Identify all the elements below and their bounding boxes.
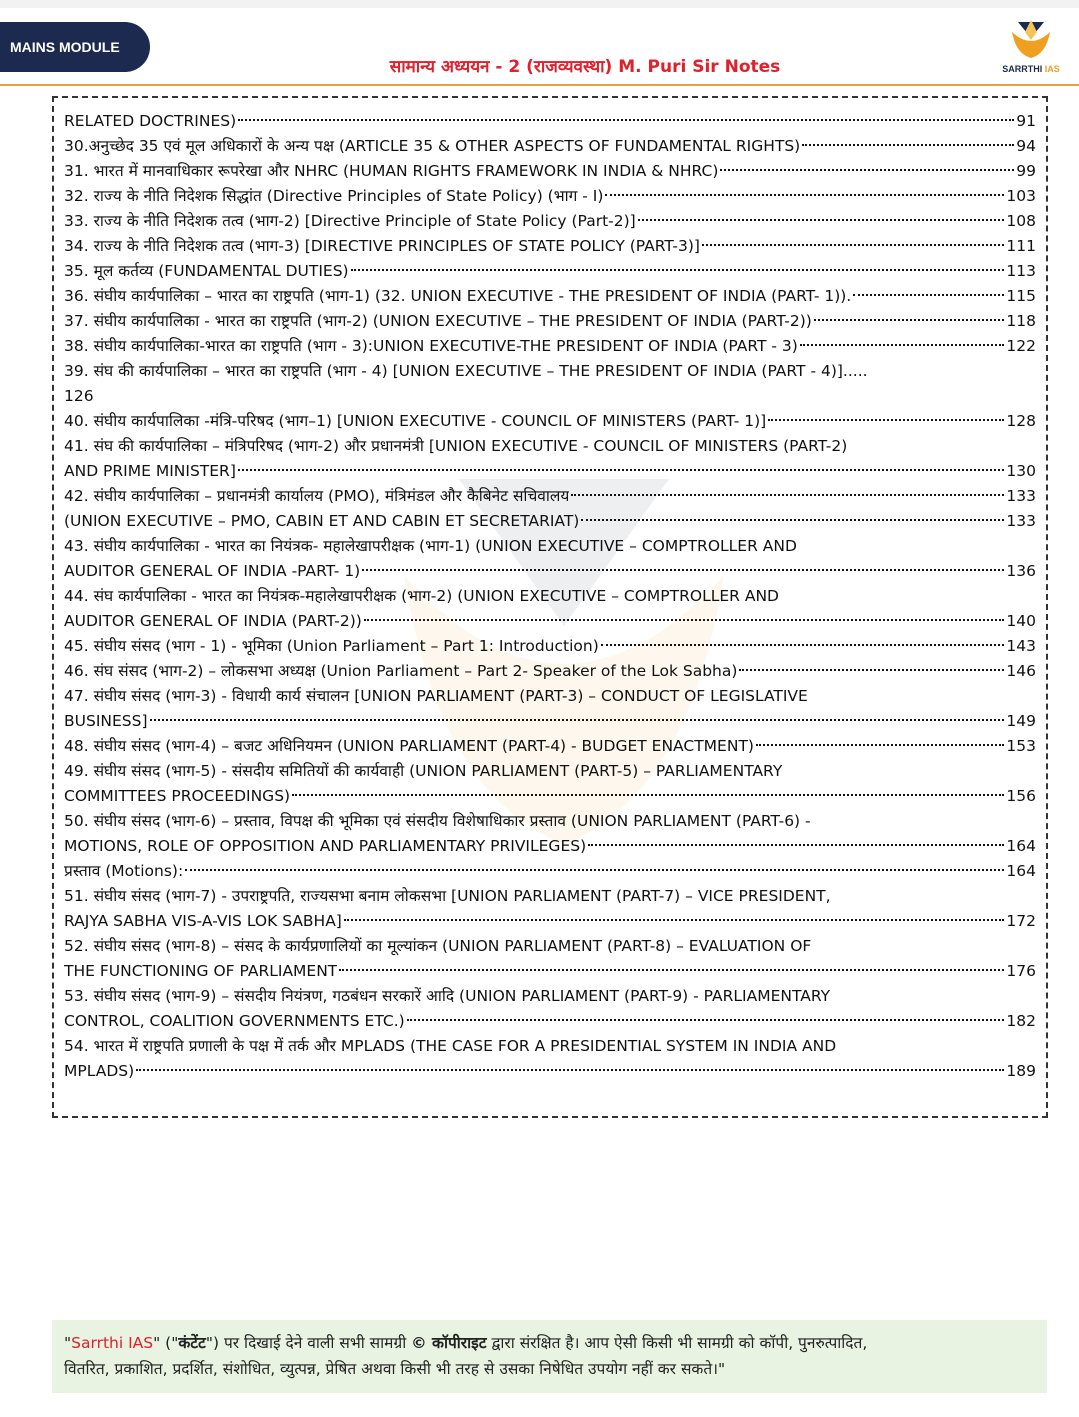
toc-entry[interactable] [64,884,1036,934]
toc-entry-row [64,309,1036,334]
toc-page-number: 133 [1006,512,1036,530]
toc-entry-row [64,834,1036,859]
toc-page-number: 164 [1006,862,1036,880]
dot-leader [768,419,1004,421]
toc-entry-title: 35. मूल कर्तव्य (FUNDAMENTAL DUTIES) [64,262,349,280]
table-of-contents [52,96,1048,1118]
toc-entry[interactable] [64,984,1036,1034]
toc-page-number: 113 [1006,262,1036,280]
header-divider [0,84,1079,86]
dot-leader [605,194,1004,196]
dot-leader [581,519,1004,521]
toc-page-number: 156 [1006,787,1036,805]
toc-entry-line: 39. संघ की कार्यपालिका – भारत का राष्ट्रपति (भाग - 4) [UNION EXECUTIVE – THE PRESIDENT OF INDIA (PART - 4)]..... [64,362,868,380]
toc-list [64,109,1036,1084]
dot-leader [802,144,1014,146]
dot-leader [364,619,1005,621]
dot-leader [351,269,1005,271]
toc-entry-row [64,1059,1036,1084]
toc-entry[interactable] [64,184,1036,209]
toc-page-number: 189 [1006,1062,1036,1080]
toc-page-number: 115 [1006,287,1036,305]
toc-entry[interactable] [64,634,1036,659]
toc-entry-line: 52. संघीय संसद (भाग-8) – संसद के कार्यप्रणालियों का मूल्यांकन (UNION PARLIAMENT (PART-8) – EVALUATION OF [64,937,812,955]
toc-entry-title: 42. संघीय कार्यपालिका – प्रधानमंत्री कार्यालय (PMO), मंत्रिमंडल और कैबिनेट सचिवालय [64,487,570,505]
toc-entry[interactable] [64,309,1036,334]
toc-entry[interactable] [64,759,1036,809]
dot-leader [756,744,1004,746]
toc-entry-row [64,109,1036,134]
toc-page-number: 133 [1006,487,1036,505]
toc-entry-title: AUDITOR GENERAL OF INDIA -PART- 1) [64,562,361,580]
toc-entry-title: 34. राज्य के नीति निदेशक तत्व (भाग-3) [DIRECTIVE PRINCIPLES OF STATE POLICY (PART-3)] [64,237,700,255]
toc-entry-row [64,409,1036,434]
toc-entry-title: AUDITOR GENERAL OF INDIA (PART-2)) [64,612,362,630]
toc-entry[interactable] [64,584,1036,634]
toc-entry-title: AND PRIME MINISTER] [64,462,236,480]
toc-entry-title: COMMITTEES PROCEEDINGS) [64,787,291,805]
toc-page-number: 103 [1006,187,1036,205]
dot-leader [150,719,1005,721]
toc-entry-row [64,184,1036,209]
toc-entry-title: 31. भारत में मानवाधिकार रूपरेखा और NHRC (HUMAN RIGHTS FRAMEWORK IN INDIA & NHRC) [64,162,719,180]
toc-entry-row [64,909,1036,934]
toc-entry[interactable] [64,359,1036,409]
toc-entry[interactable] [64,859,1036,884]
toc-entry[interactable] [64,809,1036,859]
toc-page-number: 128 [1006,412,1036,430]
toc-entry[interactable] [64,484,1036,509]
toc-entry-row [64,959,1036,984]
toc-entry-line: 43. संघीय कार्यपालिका - भारत का नियंत्रक- महालेखापरीक्षक (भाग-1) (UNION EXECUTIVE – COMPTROLLER AND [64,537,797,555]
toc-page-number: 182 [1006,1012,1036,1030]
toc-entry-title: 33. राज्य के नीति निदेशक तत्व (भाग-2) [Directive Principle of State Policy (Part-2)] [64,212,636,230]
toc-entry-row [64,609,1036,634]
toc-entry-row [64,334,1036,359]
toc-page-number: 94 [1016,137,1036,155]
toc-entry-row [64,734,1036,759]
module-label: MAINS MODULE [0,22,150,72]
toc-entry-title: 32. राज्य के नीति निदेशक सिद्धांत (Directive Principles of State Policy) (भाग - I) [64,187,604,205]
toc-entry-row [64,234,1036,259]
dot-leader [238,119,1014,121]
toc-entry-title: (UNION EXECUTIVE – PMO, CABIN ET AND CABIN ET SECRETARIAT) [64,512,580,530]
dot-leader [853,294,1004,296]
toc-entry-title: 30.अनुच्छेद 35 एवं मूल अधिकारों के अन्य पक्ष (ARTICLE 35 & OTHER ASPECTS OF FUNDAMENTAL RIGHTS) [64,137,801,155]
toc-entry[interactable] [64,734,1036,759]
toc-page-number: 99 [1016,162,1036,180]
toc-page-number: 91 [1016,112,1036,130]
toc-entry[interactable] [64,134,1036,159]
toc-entry-title: 40. संघीय कार्यपालिका -मंत्रि-परिषद (भाग–1) [UNION EXECUTIVE - COUNCIL OF MINISTERS (PART- 1)] [64,412,767,430]
dot-leader [814,319,1005,321]
logo-text: SARRTHI IAS [1002,64,1060,74]
toc-page-number: 136 [1006,562,1036,580]
toc-entry-title: RAJYA SABHA VIS-A-VIS LOK SABHA] [64,912,342,930]
toc-entry-line: 44. संघ कार्यपालिका - भारत का नियंत्रक-महालेखापरीक्षक (भाग-2) (UNION EXECUTIVE – COMPTROLLER AND [64,587,779,605]
toc-entry-row [64,259,1036,284]
toc-entry[interactable] [64,334,1036,359]
toc-entry-line: 47. संघीय संसद (भाग-3) - विधायी कार्य संचालन [UNION PARLIAMENT (PART-3) – CONDUCT OF LEGISLATIVE [64,687,808,705]
brand-logo [998,16,1064,80]
toc-page-number: 146 [1006,662,1036,680]
toc-page-number: 122 [1006,337,1036,355]
dot-leader [292,794,1004,796]
dot-leader [588,844,1004,846]
toc-page-number: 130 [1006,462,1036,480]
toc-entry-title: 48. संघीय संसद (भाग-4) – बजट अधिनियमन (UNION PARLIAMENT (PART-4) - BUDGET ENACTMENT) [64,737,754,755]
toc-entry-title: CONTROL, COALITION GOVERNMENTS ETC.) [64,1012,405,1030]
toc-entry-row [64,709,1036,734]
dot-leader [339,969,1004,971]
toc-entry-title: 37. संघीय कार्यपालिका - भारत का राष्ट्रपति (भाग-2) (UNION EXECUTIVE – THE PRESIDENT OF INDIA (PART-2)) [64,312,812,330]
toc-entry[interactable] [64,109,1036,134]
toc-entry-line: 50. संघीय संसद (भाग-6) – प्रस्ताव, विपक्ष की भूमिका एवं संसदीय विशेषाधिकार प्रस्ताव (UNION PARLIAMENT (PART-6) - [64,812,811,830]
toc-entry-title: 45. संघीय संसद (भाग - 1) - भूमिका (Union Parliament – Part 1: Introduction) [64,637,599,655]
toc-entry[interactable] [64,534,1036,584]
toc-entry-title: MPLADS) [64,1062,135,1080]
dot-leader [344,919,1005,921]
toc-entry-title: 38. संघीय कार्यपालिका-भारत का राष्ट्रपति (भाग - 3):UNION EXECUTIVE-THE PRESIDENT OF INDIA (PART - 3) [64,337,798,355]
toc-entry-row [64,159,1036,184]
toc-entry-title: MOTIONS, ROLE OF OPPOSITION AND PARLIAMENTARY PRIVILEGES) [64,837,587,855]
toc-page-number: 172 [1006,912,1036,930]
dot-leader [800,344,1005,346]
toc-entry-line: 49. संघीय संसद (भाग-5) - संसदीय समितियों की कार्यवाही (UNION PARLIAMENT (PART-5) – PARLIAMENTARY [64,762,783,780]
toc-entry[interactable] [64,1034,1036,1084]
toc-entry-row [64,384,1036,409]
toc-page-number: 143 [1006,637,1036,655]
copyright-line-2: वितरित, प्रकाशित, प्रदर्शित, संशोधित, व्युत्पन्न, प्रेषित अथवा किसी भी तरह से उसका निषेधित उपयोग नहीं कर सकते।" [64,1360,726,1378]
toc-page-number: 111 [1006,237,1036,255]
toc-entry-title: THE FUNCTIONING OF PARLIAMENT [64,962,338,980]
toc-entry-line: 41. संघ की कार्यपालिका – मंत्रिपरिषद (भाग-2) और प्रधानमंत्री [UNION EXECUTIVE - COUNCIL OF MINISTERS (PART-2) [64,437,848,455]
dot-leader [238,469,1005,471]
dot-leader [407,1019,1005,1021]
dot-leader [136,1069,1004,1071]
toc-entry-row [64,634,1036,659]
dot-leader [185,869,1004,871]
top-stripe [0,0,1079,8]
dot-leader [739,669,1004,671]
toc-entry-title: 126 [64,387,94,405]
toc-page-number: 108 [1006,212,1036,230]
toc-entry-title: RELATED DOCTRINES) [64,112,237,130]
toc-entry-title: प्रस्ताव (Motions): [64,862,184,880]
dot-leader [571,494,1004,496]
copyright-line-1: "Sarrthi IAS" ("कंटेंट") पर दिखाई देने वाली सभी सामग्री © कॉपीराइट द्वारा संरक्षित है। आप ऐसी किसी भी सामग्री को कॉपी, पुनरुत्पादित, [64,1334,868,1352]
toc-entry-row [64,784,1036,809]
toc-entry-row [64,1009,1036,1034]
toc-entry-row [64,509,1036,534]
toc-entry-row [64,459,1036,484]
toc-entry[interactable] [64,509,1036,534]
toc-entry[interactable] [64,259,1036,284]
toc-entry-row [64,284,1036,309]
toc-entry[interactable] [64,159,1036,184]
toc-entry-title: BUSINESS] [64,712,148,730]
toc-entry[interactable] [64,209,1036,234]
toc-entry-row [64,859,1036,884]
toc-entry[interactable] [64,434,1036,484]
toc-entry-row [64,659,1036,684]
dot-leader [638,219,1005,221]
toc-entry-row [64,559,1036,584]
toc-page-number: 164 [1006,837,1036,855]
toc-entry[interactable] [64,234,1036,259]
toc-entry-row [64,209,1036,234]
toc-entry-row [64,134,1036,159]
toc-entry[interactable] [64,659,1036,684]
page-title: सामान्य अध्ययन - 2 (राजव्यवस्था) M. Puri Sir Notes [389,57,781,77]
toc-entry-row [64,484,1036,509]
toc-entry[interactable] [64,284,1036,309]
copyright-notice [52,1320,1047,1393]
dot-leader [702,244,1004,246]
dot-leader [601,644,1005,646]
toc-entry-title: 36. संघीय कार्यपालिका – भारत का राष्ट्रपति (भाग-1) (32. UNION EXECUTIVE - THE PRESIDENT OF INDIA (PART- 1)). [64,287,852,305]
toc-page-number: 118 [1006,312,1036,330]
toc-entry-line: 51. संघीय संसद (भाग-7) - उपराष्ट्रपति, राज्यसभा बनाम लोकसभा [UNION PARLIAMENT (PART-7) – VICE PRESIDENT, [64,887,831,905]
toc-page-number: 176 [1006,962,1036,980]
toc-entry-line: 53. संघीय संसद (भाग-9) – संसदीय नियंत्रण, गठबंधन सरकारें आदि (UNION PARLIAMENT (PART-9) - PARLIAMENTARY [64,987,831,1005]
toc-entry[interactable] [64,409,1036,434]
dot-leader [720,169,1014,171]
toc-page-number: 140 [1006,612,1036,630]
toc-entry-line: 54. भारत में राष्ट्रपति प्रणाली के पक्ष में तर्क और MPLADS (THE CASE FOR A PRESIDENTIAL SYSTEM IN INDIA AND [64,1037,837,1055]
logo-emblem-icon [998,16,1064,64]
toc-entry[interactable] [64,684,1036,734]
toc-page-number: 153 [1006,737,1036,755]
toc-page-number: 149 [1006,712,1036,730]
toc-entry[interactable] [64,934,1036,984]
toc-entry-title: 46. संघ संसद (भाग-2) – लोकसभा अध्यक्ष (Union Parliament – Part 2- Speaker of the Lok Sabha) [64,662,738,680]
dot-leader [362,569,1004,571]
